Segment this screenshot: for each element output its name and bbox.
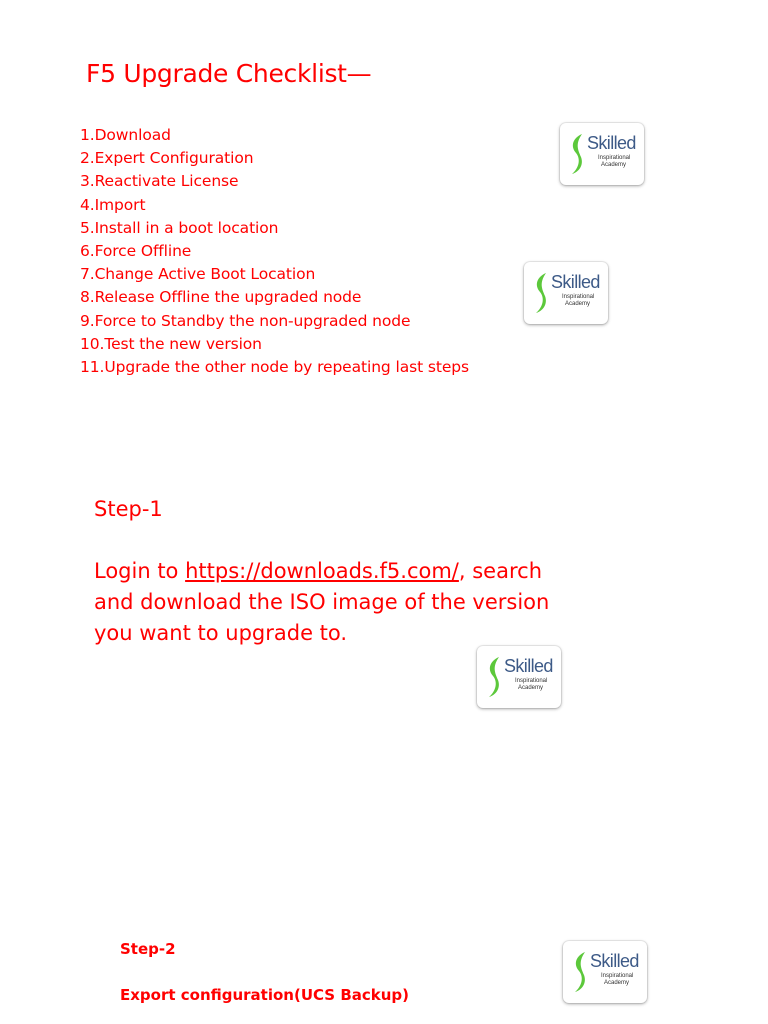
logo-tagline: Inspirational [562, 294, 595, 300]
checklist-item: 9.Force to Standby the non-upgraded node [80, 311, 411, 330]
logo-tagline: Academy [565, 301, 591, 307]
f5-downloads-link[interactable]: https://downloads.f5.com/ [185, 559, 459, 583]
step1-line-1 [94, 556, 564, 587]
checklist-item: 7.Change Active Boot Location [80, 265, 316, 284]
step1-instructions [94, 556, 564, 649]
checklist-item: 11.Upgrade the other node by repeating last steps [80, 357, 469, 376]
skilled-s-mark-icon [486, 655, 502, 699]
logo-wordmark: Skilled [590, 951, 639, 971]
logo-tagline: Academy [518, 685, 544, 691]
step1-heading: Step-1 [94, 497, 163, 521]
checklist-item: 10.Test the new version [80, 334, 262, 353]
skilled-academy-logo [560, 123, 644, 185]
checklist-item: 1.Download [80, 126, 171, 144]
skilled-s-mark-icon [533, 271, 549, 315]
checklist-item: 2.Expert Configuration [80, 149, 254, 168]
logo-wordmark: Skilled [504, 656, 553, 676]
skilled-s-mark-icon [569, 132, 585, 176]
logo-wordmark: Skilled [551, 272, 600, 292]
step1-line-2: and download the ISO image of the version [94, 590, 550, 614]
step1-suffix: , search [458, 559, 542, 583]
step2-heading: Step-2 [120, 940, 176, 958]
step2-instructions: Export configuration(UCS Backup) [120, 986, 410, 1004]
logo-tagline: Inspirational [515, 678, 548, 684]
checklist-item: 6.Force Offline [80, 241, 192, 260]
skilled-academy-logo [477, 646, 561, 708]
checklist-item: 5.Install in a boot location [80, 218, 279, 237]
step1-prefix: Login to [94, 559, 186, 583]
checklist-item: 4.Import [80, 195, 146, 214]
upgrade-checklist [80, 124, 469, 379]
logo-tagline: Inspirational [598, 155, 631, 161]
skilled-academy-logo [524, 262, 608, 324]
checklist-item: 8.Release Offline the upgraded node [80, 288, 362, 307]
logo-wordmark: Skilled [587, 133, 636, 153]
page-title: F5 Upgrade Checklist— [86, 59, 372, 88]
logo-tagline: Academy [601, 162, 627, 168]
logo-tagline: Academy [604, 980, 630, 986]
skilled-academy-logo [563, 941, 647, 1003]
checklist-item: 3.Reactivate License [80, 172, 239, 191]
skilled-s-mark-icon [572, 950, 588, 994]
step1-line-3: you want to upgrade to. [94, 621, 348, 645]
logo-tagline: Inspirational [601, 973, 634, 979]
